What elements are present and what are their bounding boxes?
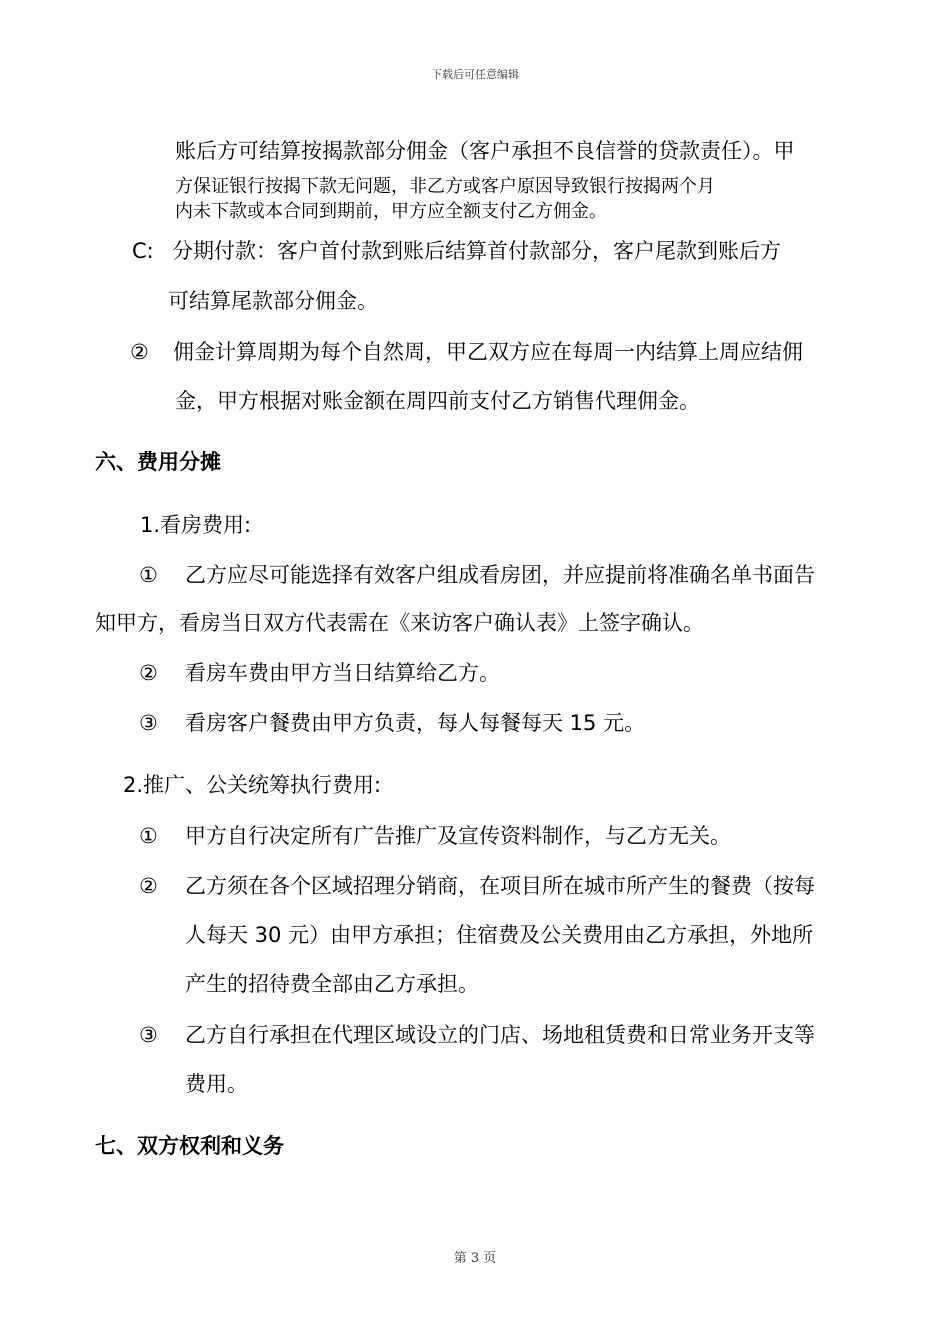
list-marker: ② (139, 874, 158, 898)
paragraph-line: 乙方自行承担在代理区域设立的门店、场地租赁费和日常业务开支等 (185, 1023, 815, 1047)
paragraph-line: 看房车费由甲方当日结算给乙方。 (185, 661, 500, 685)
paragraph-line: 看房客户餐费由甲方负责，每人每餐每天 15 元。 (185, 711, 646, 735)
paragraph-line: 账后方可结算按揭款部分佣金（客户承担不良信誉的贷款责任）。甲 (175, 139, 795, 163)
list-marker: ③ (139, 711, 158, 735)
page-footer: 第 3 页 (453, 1251, 497, 1266)
paragraph-line: 佣金计算周期为每个自然周，甲乙双方应在每周一内结算上周应结佣 (173, 340, 803, 364)
paragraph-line: 内未下款或本合同到期前，甲方应全额支付乙方佣金。 (175, 201, 607, 222)
section-heading: 六、费用分摊 (95, 450, 221, 474)
paragraph-line: 甲方自行决定所有广告推广及宣传资料制作，与乙方无关。 (185, 824, 731, 848)
paragraph-line: 产生的招待费全部由乙方承担。 (185, 972, 479, 996)
subsection-heading: 1.看房费用: (140, 513, 252, 537)
paragraph-line: 方保证银行按揭下款无问题，非乙方或客户原因导致银行按揭两个月 (175, 176, 715, 197)
paragraph-line: 分期付款：客户首付款到账后结算首付款部分，客户尾款到账后方 (172, 239, 781, 263)
list-marker: ③ (139, 1023, 158, 1047)
paragraph-line: 费用。 (185, 1072, 248, 1096)
list-marker: ① (139, 563, 158, 587)
paragraph-line: 人每天 30 元）由甲方承担；住宿费及公关费用由乙方承担，外地所 (185, 923, 814, 947)
paragraph-line: 金，甲方根据对账金额在周四前支付乙方销售代理佣金。 (175, 389, 700, 413)
list-marker: ② (139, 661, 158, 685)
list-marker: ② (130, 340, 149, 364)
list-marker: ① (139, 824, 158, 848)
list-marker: C: (132, 239, 154, 263)
page-header: 下载后可任意编辑 (431, 68, 519, 81)
subsection-heading: 2.推广、公关统筹执行费用: (123, 773, 382, 797)
section-heading: 七、双方权利和义务 (95, 1134, 284, 1158)
paragraph-line: 乙方应尽可能选择有效客户组成看房团，并应提前将准确名单书面告 (185, 563, 815, 587)
paragraph-line: 乙方须在各个区域招理分销商，在项目所在城市所产生的餐费（按每 (185, 874, 815, 898)
paragraph-line: 知甲方，看房当日双方代表需在《来访客户确认表》上签字确认。 (95, 611, 704, 635)
paragraph-line: 可结算尾款部分佣金。 (168, 289, 378, 313)
